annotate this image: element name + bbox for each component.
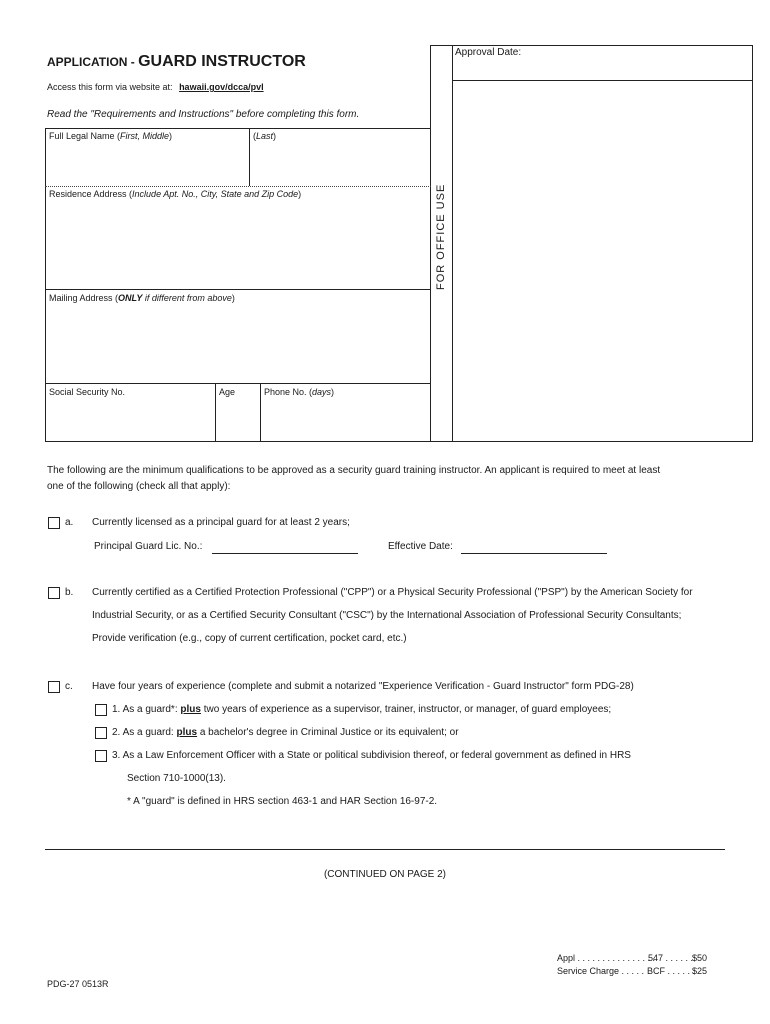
principal-lic-field[interactable] [212, 553, 358, 554]
ssn-label: Social Security No. [49, 387, 126, 397]
option-a-checkbox[interactable] [48, 517, 60, 529]
office-column-inner-line [452, 45, 453, 442]
mailing-label [49, 293, 235, 303]
full-name-label [49, 131, 172, 141]
last-italic: Last [256, 131, 274, 141]
intro-line-1: The following are the minimum qualifications to be approved as a security guard training instructor. An applicant is required to meet at least [47, 465, 661, 476]
option-a-text: Currently licensed as a principal guard for at least 2 years; [92, 517, 350, 528]
option-c-text: Have four years of experience (complete and submit a notarized "Experience Verification - Guard Instructor" form PDG-28) [92, 681, 634, 692]
approval-date-label: Approval Date: [455, 47, 522, 58]
full-name-italic: First, Middle [120, 131, 170, 141]
name-divider [45, 186, 431, 187]
option-c2-text [112, 727, 459, 738]
effective-date-field[interactable] [461, 553, 607, 554]
approval-bottom-line [452, 80, 753, 81]
mailing-bold: ONLY [118, 293, 143, 303]
option-c1-checkbox[interactable] [95, 704, 107, 716]
service-charge-fee: $25 [692, 966, 708, 976]
appl-fee: $50 [692, 953, 708, 963]
full-name-text: Full Legal Name ( [49, 131, 121, 141]
last-name-label [253, 131, 276, 141]
residence-italic: Include Apt. No., City, State and Zip Code [132, 189, 299, 199]
c1-post: two years of experience as a supervisor, trainer, instructor, or manager, of guard employees; [200, 704, 612, 715]
appl-code: 547 . . . . . . [648, 953, 694, 963]
option-c2-checkbox[interactable] [95, 727, 107, 739]
access-line [47, 82, 264, 92]
office-top-line [430, 45, 753, 46]
effective-date-label: Effective Date: [388, 541, 453, 552]
grid-top-line [45, 128, 431, 129]
age-phone-divider [260, 383, 261, 442]
phone-italic: days [312, 387, 332, 397]
c2-plus: plus [176, 727, 198, 738]
last-open: ( [253, 131, 256, 141]
c1-pre: 1. As a guard*: [112, 704, 181, 715]
option-b-line-3: Provide verification (e.g., copy of current certification, pocket card, etc.) [92, 633, 407, 644]
option-c-checkbox[interactable] [48, 681, 60, 693]
option-b-line-2: Industrial Security, or as a Certified Security Consultant ("CSC") by the International Association of Professional Security Consultants; [92, 610, 682, 621]
full-name-close: ) [169, 131, 173, 141]
c2-pre: 2. As a guard: [112, 727, 177, 738]
grid-left-line [45, 128, 46, 442]
c2-post: a bachelor's degree in Criminal Justice or its equivalent; or [197, 727, 459, 738]
residence-address-field[interactable] [49, 202, 427, 286]
form-title [47, 53, 306, 71]
option-c3-line-1: 3. As a Law Enforcement Officer with a State or political subdivision thereof, or federal government as defined in HRS [112, 750, 631, 761]
principal-lic-label: Principal Guard Lic. No.: [94, 541, 203, 552]
mailing-text: Mailing Address ( [49, 293, 119, 303]
phone-label [264, 387, 334, 397]
option-b-checkbox[interactable] [48, 587, 60, 599]
option-b-line-1: Currently certified as a Certified Protection Professional ("CPP") or a Physical Security Professional ("PSP") by the American Society for [92, 587, 693, 598]
first-middle-name-field[interactable] [49, 143, 245, 183]
access-text: Access this form via website at: [47, 82, 173, 92]
service-charge-code: BCF . . . . . . [647, 966, 696, 976]
ssn-field[interactable] [49, 400, 211, 438]
website-link[interactable]: hawaii.gov/dcca/pvl [179, 82, 264, 92]
footer-divider [45, 849, 725, 850]
title-main: GUARD INSTRUCTOR [138, 53, 306, 70]
read-note: Read the "Requirements and Instructions" before completing this form. [47, 109, 360, 120]
office-use-label: FOR OFFICE USE [435, 183, 447, 290]
service-charge-label: Service Charge . . . . . [557, 966, 645, 976]
form-id: PDG-27 0513R [47, 979, 109, 989]
phone-text: Phone No. ( [264, 387, 313, 397]
option-c3-checkbox[interactable] [95, 750, 107, 762]
last-close: ) [273, 131, 277, 141]
option-c-letter: c. [65, 681, 73, 692]
continued-note: (CONTINUED ON PAGE 2) [323, 869, 447, 880]
mailing-address-field[interactable] [49, 306, 427, 380]
residence-divider [45, 289, 431, 290]
phone-close: ) [331, 387, 335, 397]
last-name-divider [249, 128, 250, 186]
option-c1-text [112, 704, 611, 715]
residence-text: Residence Address ( [49, 189, 133, 199]
last-name-field[interactable] [253, 143, 427, 183]
option-a-letter: a. [65, 517, 74, 528]
c1-plus: plus [180, 704, 201, 715]
phone-field[interactable] [264, 400, 426, 438]
mailing-divider [45, 383, 431, 384]
ssn-age-divider [215, 383, 216, 442]
age-field[interactable] [219, 400, 257, 438]
option-c3-line-2: Section 710-1000(13). [127, 773, 226, 784]
mailing-italic: if different from above [142, 293, 232, 303]
appl-label: Appl . . . . . . . . . . . . . . . . [557, 953, 656, 963]
option-b-letter: b. [65, 587, 74, 598]
intro-line-2: one of the following (check all that apply): [47, 481, 231, 492]
residence-label [49, 189, 301, 199]
grid-bottom-line [45, 441, 753, 442]
mailing-close: ) [231, 293, 235, 303]
residence-close: ) [298, 189, 302, 199]
title-prefix: APPLICATION - [47, 55, 139, 69]
age-label: Age [219, 387, 236, 397]
guard-footnote: * A "guard" is defined in HRS section 463-1 and HAR Section 16-97-2. [127, 796, 438, 807]
office-right-line [752, 45, 753, 442]
